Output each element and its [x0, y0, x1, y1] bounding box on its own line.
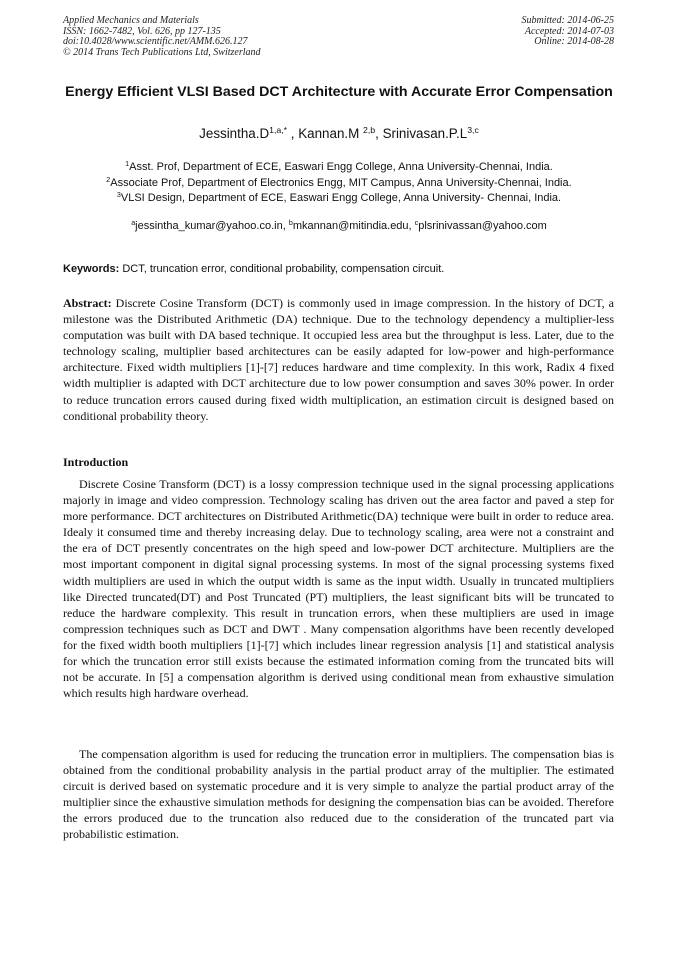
author-sup: 1,a,*: [269, 125, 288, 136]
affiliation-text: Asst. Prof, Department of ECE, Easwari Engg College, Anna University-Chennai, India.: [129, 161, 553, 173]
email-link[interactable]: plsrinivassan@yahoo.com: [418, 220, 547, 232]
affiliation-sup: 3: [116, 191, 121, 200]
section-heading-introduction: Introduction: [63, 455, 129, 469]
abstract-label: Abstract:: [63, 296, 112, 310]
introduction-paragraph-2: The compensation algorithm is used for reducing the truncation error in multipliers. The compensation bias is obtained from the conditional probability analysis in the partial product array of the multiplier. The estimated circuit is derived based on systematic procedure and it is very simple to analyze the partial product array of the multiplier since the exhaustive simulation methods for designing the compensation bias can be avoided. Therefore the errors produced due to the truncation also reduced due to the consideration of the truncated part via probabilistic estimation.: [63, 747, 614, 842]
author-name: Jessintha.D: [199, 126, 270, 141]
journal-doi[interactable]: doi:10.4028/www.scientific.net/AMM.626.127: [63, 36, 248, 48]
affiliation-text: VLSI Design, Department of ECE, Easwari Engg College, Anna University- Chennai, India.: [120, 192, 562, 205]
affiliation-line: [60, 176, 618, 192]
journal-name: Applied Mechanics and Materials: [63, 15, 199, 26]
affiliation-sup: 2: [106, 175, 111, 184]
affiliation-line: [60, 191, 618, 207]
email-sup: a: [131, 219, 136, 228]
author-sup: 3,c: [467, 125, 479, 136]
email-link[interactable]: jessintha_kumar@yahoo.co.in,: [135, 220, 286, 232]
email-link[interactable]: mkannan@mitindia.edu,: [292, 220, 412, 232]
abstract-text: Discrete Cosine Transform (DCT) is commonly used in image compression. In the history of DCT, a milestone was the Distributed Arithmetic (DA) technique. Due to the technology dependency a multiplier-less computation was built with DA based technique. It occupied less area but the throughput is less. Later, due to the technology scaling, multiplier based architectures can be easily adapted for low-power and high-performance architecture. Fixed width multipliers [1]-[7] reduces hardware and time complexity. In this work, Radix 4 fixed width multiplier is adapted with DCT architecture due to low power consumption and saves 30% power. In order to reduce truncation errors caused during fixed width multiplication, an estimation circuit is designed based on conditional probability theory.: [63, 296, 615, 423]
affiliation-sup: 1: [125, 160, 130, 169]
abstract: [63, 295, 614, 424]
accepted-date: Accepted: 2014-07-03: [524, 25, 614, 37]
email-sup: b: [288, 219, 293, 228]
keywords-label: Keywords:: [63, 263, 120, 275]
keywords: [63, 262, 615, 276]
affiliation-text: Associate Prof, Department of Electronics Engg, MIT Campus, Anna University-Chennai, India.: [110, 176, 572, 189]
publication-dates: [522, 16, 615, 48]
submitted-date: Submitted: 2014-06-25: [521, 15, 614, 26]
affiliation-line: [60, 160, 618, 176]
author-list: $Jessintha.D^{1,a,*}$ , Kannan.M $^{2,b}$, $Srinivasan.P.L^{3,c}$: [199, 125, 479, 141]
journal-info: [63, 16, 261, 58]
introduction-paragraph-1: Discrete Cosine Transform (DCT) is a lossy compression technique used in the signal processing applications majorly in image and video compression. Technology scaling has driven out the area factor and paved a step for more performance. DCT architectures on Distributed Arithmetic(DA) technique were built in order to reduce area. Idealy it consumed time and thereby increasing delay. Due to technology scaling, area were not a constraint and the era of DCT presently concentrates on the high speed and low-power DCT architecture. Multipliers are the most important component in digital signal processing systems. In most of the signal processing systems fixed width multipliers are used in which the output width is same as the input width. Usually in truncated multipliers like Directed truncated(DT) and Post Truncated (PT) multipliers, the least significant bits will be truncated to reduce the hardware complexity. This result in truncation errors, when these multipliers are used in image compression techniques such as DCT and DWT . Many compensation algorithms have been recently developed for the fixed width booth multipliers [1]-[7] which includes linear regression analysis [1] and statistical analysis for which the truncation error still exists because the estimated information coming from the truncated bits will not be accurate. In [5] a compensation algorithm is derived using conditional mean from exhaustive simulation which results high hardware overhead.: [63, 477, 614, 701]
email-sup: c: [414, 219, 419, 228]
journal-issn: ISSN: 1662-7482, Vol. 626, pp 127-135: [63, 25, 221, 37]
author-name: Srinivasan.P.L: [382, 126, 468, 141]
author-name: Kannan.M: [298, 126, 360, 141]
author-emails: [60, 219, 618, 234]
author-sup: 2,b: [363, 125, 376, 136]
keywords-text: DCT, truncation error, conditional probability, compensation circuit.: [122, 263, 445, 275]
paper-title: Energy Efficient VLSI Based DCT Architecture with Accurate Error Compensation: [65, 84, 613, 100]
online-date: Online: 2014-08-28: [534, 36, 614, 48]
journal-copyright: © 2014 Trans Tech Publications Ltd, Switzerland: [63, 46, 261, 58]
affiliations: [60, 160, 618, 207]
